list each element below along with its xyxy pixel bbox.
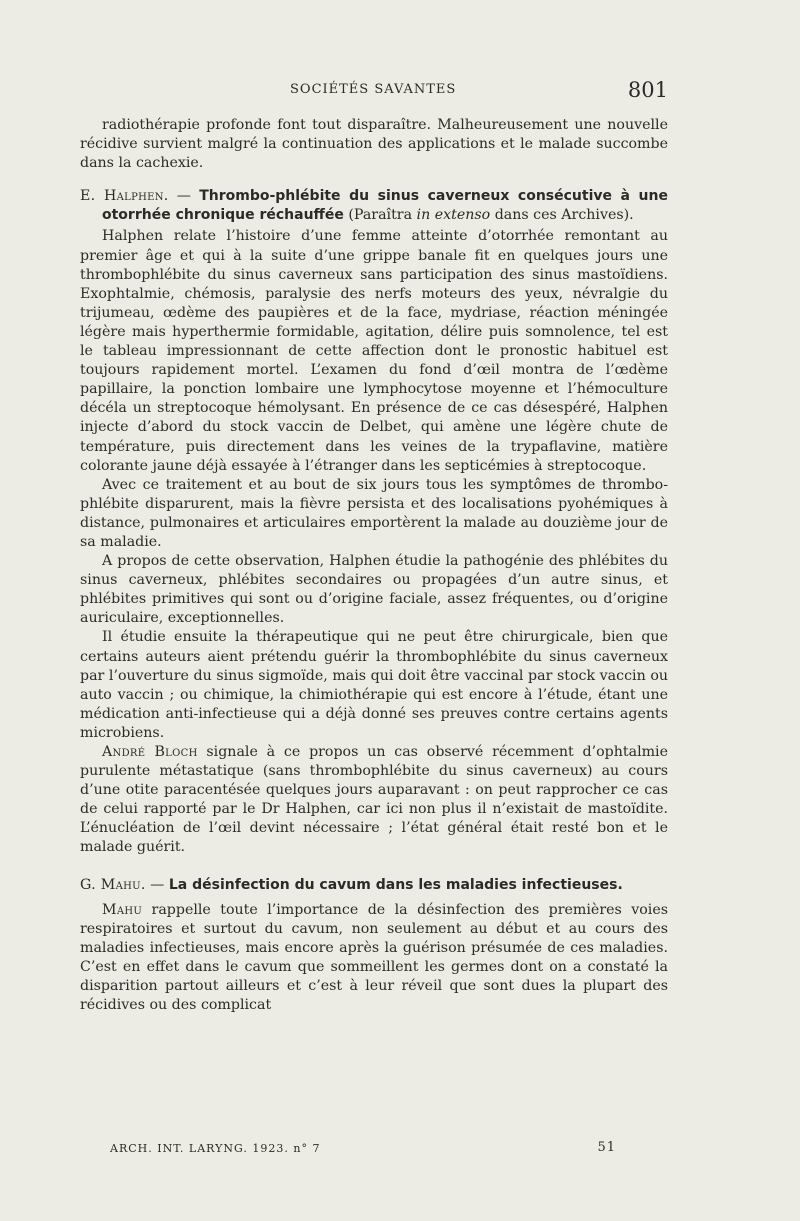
- heading-note-italic: in extenso: [416, 207, 491, 224]
- paragraph-text: signale à ce propos un cas observé récemment d’ophtalmie purulente métastatique (sans thrombophlébite du sinus caverneux) au cours d’une otite paracentésée quelques jours auparavant : on peut rapprocher ce cas de celui rapporté par le Dr Halphen, car ici non plus il n’existait de mastoïdite. L’énucléation de l’œil devint nécessaire ; l’état général était resté bon et le malade guérit.: [80, 744, 668, 856]
- paragraph: [80, 743, 668, 858]
- page-number: 801: [627, 78, 668, 102]
- running-title: SOCIÉTÉS SAVANTES: [290, 82, 457, 97]
- paragraph: Avec ce traitement et au bout de six jours tous les symptômes de thrombo-phlébite disparurent, mais la fièvre persista et des localisations pyohémiques à distance, pulmonaires et articulaires emportèrent la malade au douzième jour de sa maladie.: [80, 476, 668, 550]
- paragraph: Il étudie ensuite la thérapeutique qui ne peut être chirurgicale, bien que certains auteurs aient prétendu guérir la thrombophlébite du sinus caverneux par l’ouverture du sinus sigmoïde, mais qui doit être vaccinal par stock vaccin ou auto vaccin ; ou chimique, la chimiothérapie qui est encore à l’étude, étant une médication anti-infectieuse qui a déjà donné ses preuves contre certains agents microbiens.: [80, 629, 668, 741]
- section-heading-halphen: [80, 187, 668, 225]
- author-name: E. Halphen.: [80, 188, 169, 205]
- paragraph: radiothérapie profonde font tout disparaître. Malheureusement une nouvelle récidive survient malgré la continuation des applications et le malade succombe dans la cachexie.: [80, 117, 668, 172]
- paragraph: Halphen relate l’histoire d’une femme atteinte d’otorrhée remontant au premier âge et qui à la suite d’une grippe banale fit en quelques jours une thrombophlébite du sinus caverneux sans participation des sinus mastoïdiens. Exophtalmie, chémosis, paralysie des nerfs moteurs des yeux, névralgie du trijumeau, œdème des paupières et de la face, mydriase, réaction méningée légère mais hyperthermie formidable, agitation, délire puis somnolence, tel est le tableau impressionnant de cette affection dont le pronostic habituel est toujours rapidement mortel. L’examen du fond d’œil montra de l’œdème papillaire, la ponction lombaire une lymphocytose moyenne et l’hémoculture décéla un streptocoque hémolysant. En présence de ce cas désespéré, Halphen injecte d’abord du stock vaccin de Delbet, qui amène une légère chute de température, puis directement dans les veines de la trypaflavine, matière colorante jaune déjà essayée à l’étranger dans les septicémies à streptocoque.: [80, 228, 668, 474]
- running-head: [80, 78, 668, 102]
- section-title: Thrombo-phlébite du sinus caverneux consécutive à une otorrhée chronique réchauffée: [102, 188, 668, 224]
- author-name: André Bloch: [102, 744, 198, 760]
- heading-note-end: dans ces Archives).: [490, 207, 634, 224]
- page-footer: [110, 1140, 616, 1160]
- paragraph: [80, 901, 668, 1016]
- paragraph-text: rappelle toute l’importance de la désinfection des premières voies respiratoires et surtout du cavum, non seulement au début et au cours des maladies infectieuses, mais encore après la guérison présumée de ces maladies. C’est en effet dans le cavum que sommeillent les germes dont on a constaté la disparition partout ailleurs et c’est à leur réveil que sont dues la plupart des récidives ou des complicat: [80, 901, 668, 1014]
- paragraph: A propos de cette observation, Halphen étudie la pathogénie des phlébites du sinus caverneux, phlébites secondaires ou propagées d’un autre sinus, et phlébites primitives qui sont ou d’origine faciale, assez fréquentes, ou d’origine auriculaire, exceptionnelles.: [80, 553, 668, 627]
- section-heading-mahu: [80, 876, 668, 895]
- article-body: [80, 116, 668, 1015]
- author-name: Mahu: [102, 901, 143, 918]
- section-title: La désinfection du cavum dans les maladies infectieuses.: [168, 876, 623, 893]
- author-name: G. Mahu.: [80, 876, 146, 893]
- journal-reference: ARCH. INT. LARYNG. 1923. n° 7: [110, 1142, 321, 1155]
- heading-dash: —: [145, 876, 169, 893]
- heading-note: (Paraîtra: [343, 207, 417, 224]
- signature-mark: 51: [597, 1140, 616, 1155]
- heading-dash: —: [168, 188, 200, 205]
